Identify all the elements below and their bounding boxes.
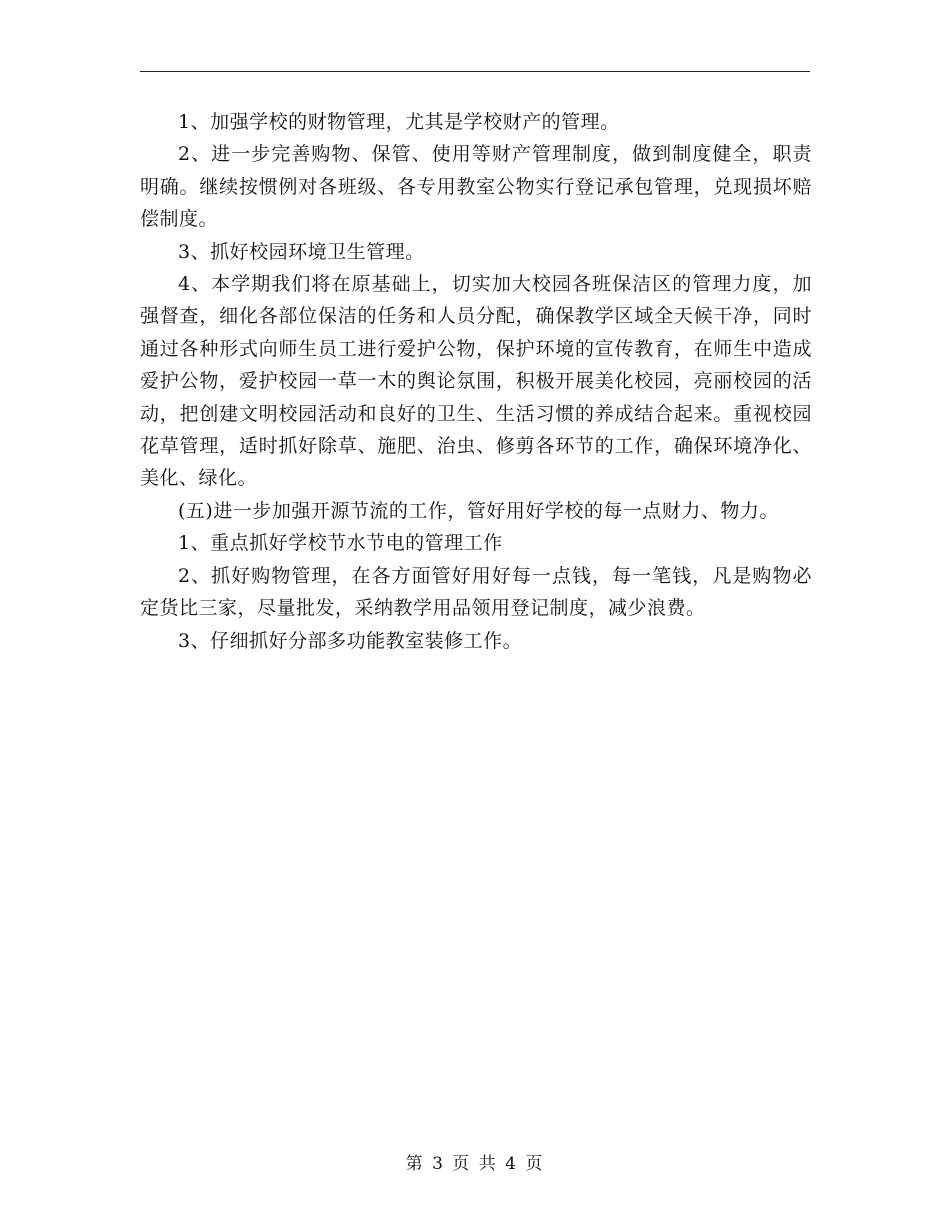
paragraph-7: 2、抓好购物管理，在各方面管好用好每一点钱，每一笔钱，凡是购物必定货比三家，尽量批发，采纳教学用品领用登记制度，减少浪费。 (140, 564, 812, 620)
page-number-footer: 第 3 页 共 4 页 (405, 1154, 545, 1174)
document-body (140, 106, 812, 657)
paragraph-5: (五)进一步加强开源节流的工作，管好用好学校的每一点财力、物力。 (178, 499, 779, 522)
header-rule (140, 71, 810, 72)
paragraph-1: 1、加强学校的财物管理，尤其是学校财产的管理。 (178, 111, 620, 133)
paragraph-4: 4、本学期我们将在原基础上，切实加大校园各班保洁区的管理力度，加强督查，细化各部位保洁的任务和人员分配，确保教学区域全天候干净，同时通过各种形式向师生员工进行爱护公物，保护环境的宣传教育，在师生中造成爱护公物，爱护校园一草一木的舆论氛围，积极开展美化校园，亮丽校园的活动，把创建文明校园活动和良好的卫生、生活习惯的养成结合起来。重视校园花草管理，适时抓好除草、施肥、治虫、修剪各环节的工作，确保环境净化、美化、绿化。 (140, 273, 812, 490)
paragraph-2: 2、进一步完善购物、保管、使用等财产管理制度，做到制度健全，职责明确。继续按惯例对各班级、各专用教室公物实行登记承包管理，兑现损坏赔偿制度。 (140, 143, 812, 231)
paragraph-3: 3、抓好校园环境卫生管理。 (178, 240, 425, 263)
paragraph-8: 3、仔细抓好分部多功能教室装修工作。 (178, 629, 523, 652)
paragraph-6: 1、重点抓好学校节水节电的管理工作 (178, 532, 503, 555)
